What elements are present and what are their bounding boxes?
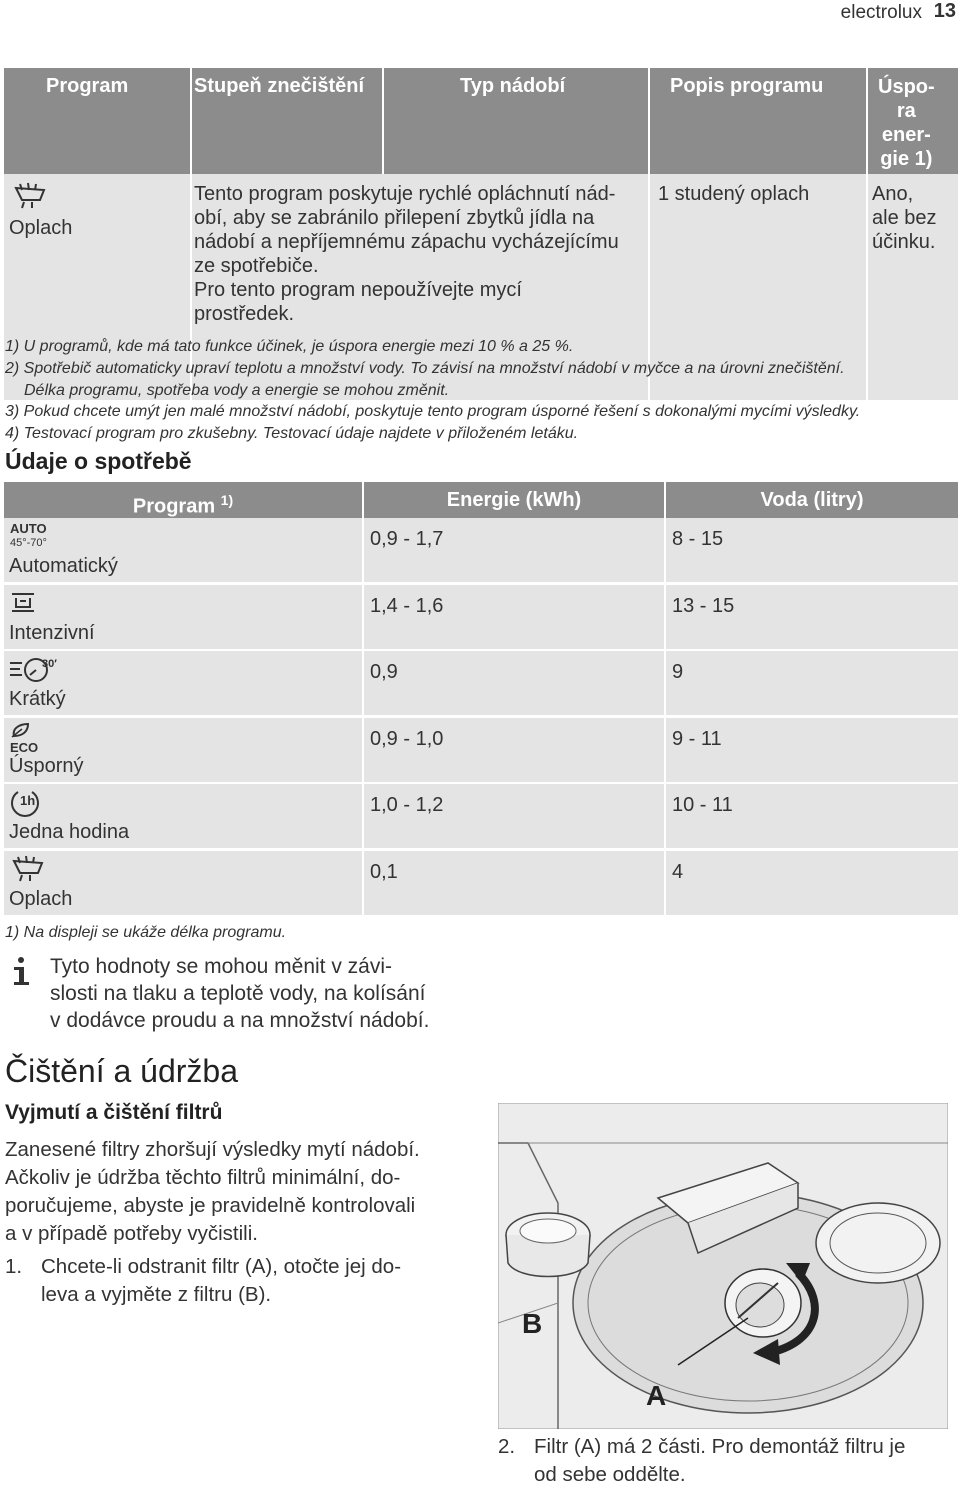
paragraph-line: Ačkoliv je údržba těchto filtrů minimální, do- xyxy=(5,1166,401,1189)
energy-cell: 0,9 - 1,7 xyxy=(362,518,664,582)
description-line: ze spotřebiče. xyxy=(194,255,319,277)
one-hour-icon xyxy=(8,788,44,820)
energy-saving-line: ale bez xyxy=(872,207,937,229)
description-line: nádobí a nepříjemnému zápachu vycházejícímu xyxy=(194,231,619,253)
step-number: 1. xyxy=(5,1255,23,1278)
water-cell: 10 - 11 xyxy=(664,784,958,848)
program-name: Úsporný xyxy=(9,755,84,777)
description-line: Pro tento program nepoužívejte mycí xyxy=(194,279,522,301)
energy-saving-line: Ano, xyxy=(872,183,914,205)
info-icon xyxy=(6,955,36,987)
program-cell xyxy=(4,651,362,715)
eco-icon: ECO xyxy=(10,740,39,755)
table-header-row xyxy=(4,482,958,518)
maintenance-title: Čištění a údržba xyxy=(5,1053,239,1089)
energy-cell: 0,1 xyxy=(362,851,664,915)
col-header-program: Program xyxy=(46,75,129,97)
table-row xyxy=(4,718,958,782)
maintenance-paragraph xyxy=(5,1136,475,1248)
description-line: obí, aby se zabránilo přilepení zbytků jídla na xyxy=(194,207,595,229)
program-name: Intenzivní xyxy=(9,622,95,644)
leaf-icon xyxy=(8,722,34,738)
col-header-program: Program $^{1)}$ xyxy=(132,492,234,518)
program-name: Jedna hodina xyxy=(9,821,130,843)
quick-30-icon xyxy=(8,655,64,683)
step-2 xyxy=(498,1433,958,1491)
info-note xyxy=(50,953,490,1034)
page-header xyxy=(760,0,960,30)
col-header-energy-saving: Úspo- ra ener- gie 1) xyxy=(866,68,958,174)
footnote-ref: 1) xyxy=(220,492,234,508)
maintenance-subtitle: Vyjmutí a čištění filtrů xyxy=(5,1101,223,1124)
auto-icon-text: AUTO xyxy=(10,521,47,536)
energy-cell: 1,0 - 1,2 xyxy=(362,784,664,848)
energy-saving-cell xyxy=(866,174,958,400)
step-number: 2. xyxy=(498,1435,516,1458)
program-name: Automatický xyxy=(9,555,118,577)
rinse-icon xyxy=(10,182,46,210)
step-text: Filtr (A) má 2 části. Pro demontáž filtru je od sebe oddělte. xyxy=(534,1435,906,1486)
program-cell xyxy=(4,784,362,848)
table-row xyxy=(4,784,958,848)
water-cell: 4 xyxy=(664,851,958,915)
page-number: 13 xyxy=(933,0,956,22)
program-name: Krátký xyxy=(9,688,66,710)
table-row xyxy=(4,851,958,915)
filter-illustration xyxy=(498,1103,948,1429)
footnote-2-cont: Délka programu, spotřeba vody a energie se mohou změnit. xyxy=(24,382,450,399)
program-name: Oplach xyxy=(9,217,73,239)
paragraph-line: a v případě potřeby vyčistili. xyxy=(5,1222,258,1245)
footnote-1: 1) U programů, kde má tato funkce účinek, je úspora energie mezi 10 % a 25 %. xyxy=(5,338,574,355)
program-cell xyxy=(4,518,362,582)
brand-name: electrolux xyxy=(840,2,922,23)
water-cell: 8 - 15 xyxy=(664,518,958,582)
consumption-title: Údaje o spotřebě xyxy=(5,448,192,474)
col-header-program-description: Popis programu xyxy=(648,68,866,174)
program-cell xyxy=(4,718,362,782)
energy-cell: 0,9 - 1,0 xyxy=(362,718,664,782)
svg-text:1h: 1h xyxy=(20,793,36,808)
consumption-footnote: 1) Na displeji se ukáže délka programu. xyxy=(5,924,287,941)
label-b: B xyxy=(522,1308,543,1339)
water-cell: 9 - 11 xyxy=(664,718,958,782)
table-row xyxy=(4,585,958,649)
col-header-energy: Energie (kWh) xyxy=(362,482,664,518)
info-note-line: slosti na tlaku a teplotě vody, na kolísání xyxy=(50,982,426,1005)
auto-icon xyxy=(10,522,47,550)
col-header-dish-type: Typ nádobí xyxy=(382,68,648,174)
table-row xyxy=(4,651,958,715)
program-cell xyxy=(4,585,362,649)
description-line: prostředek. xyxy=(194,303,295,325)
label-a: A xyxy=(646,1380,667,1411)
col-header-soil-level: Stupeň znečištění xyxy=(190,68,382,174)
description-line: Tento program poskytuje rychlé opláchnutí nád- xyxy=(194,183,616,205)
paragraph-line: Zanesené filtry zhoršují výsledky mytí nádobí. xyxy=(5,1138,420,1161)
program-name: Oplach xyxy=(9,888,73,910)
col-header-water: Voda (litry) xyxy=(664,482,958,518)
program-description: 1 studený oplach xyxy=(658,183,810,205)
water-cell: 9 xyxy=(664,651,958,715)
intensive-icon xyxy=(8,589,38,615)
step-text: Chcete-li odstranit filtr (A), otočte jej do- leva a vyjměte z filtru (B). xyxy=(41,1255,402,1306)
info-note-line: v dodávce proudu a na množství nádobí. xyxy=(50,1009,430,1032)
table-row xyxy=(4,518,958,582)
table-header-row xyxy=(4,68,958,174)
energy-cell: 1,4 - 1,6 xyxy=(362,585,664,649)
auto-icon-temp: 45°-70° xyxy=(10,537,47,549)
water-cell: 13 - 15 xyxy=(664,585,958,649)
info-note-line: Tyto hodnoty se mohou měnit v závi- xyxy=(50,955,392,978)
step-1 xyxy=(5,1253,475,1313)
footnote-2: 2) Spotřebič automaticky upraví teplotu a množství vody. To závisí na množství nádobí v myčce a na úrovni znečištění. xyxy=(5,360,845,377)
svg-text:30′: 30′ xyxy=(42,658,57,670)
footnote-3: 3) Pokud chcete umýt jen malé množství nádobí, poskytuje tento program úsporné řešení s dokonalými mycími výsledky. xyxy=(5,403,861,420)
paragraph-line: poručujeme, abyste je pravidelně kontrolovali xyxy=(5,1194,416,1217)
program-cell xyxy=(4,851,362,915)
footnote-4: 4) Testovací program pro zkušebny. Testovací údaje najdete v přiloženém letáku. xyxy=(5,425,579,442)
energy-saving-line: účinku. xyxy=(872,231,936,253)
rinse-icon xyxy=(8,855,44,883)
energy-cell: 0,9 xyxy=(362,651,664,715)
